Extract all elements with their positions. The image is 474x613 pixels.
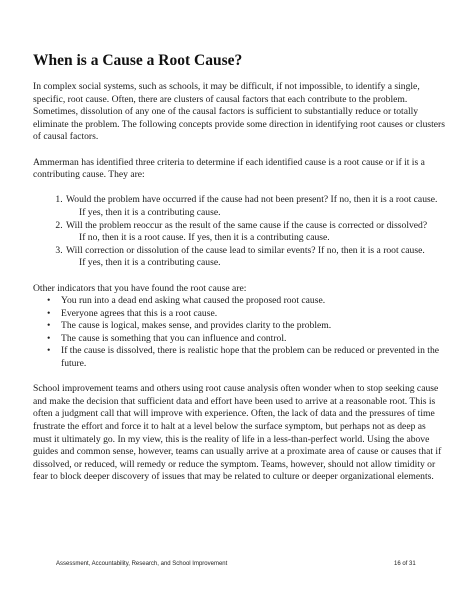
criteria-intro-paragraph: Ammerman has identified three criteria to determine if each identified cause is a root cause or if it is a contributing cause. They are: [33, 156, 425, 181]
indicator-item [47, 295, 445, 308]
indicators-list [33, 295, 445, 371]
closing-paragraph: School improvement teams and others using root cause analysis often wonder when to stop seeking cause and make the decision that sufficient data and effort have been used to arrive at a reasonable root. This is often a judgment call that will improve with experience. Often, the lack of data and the pressures of time frustrate the effort and force it to halt at a level below the surface symptom, but perhaps not as deep as must it ultimately go. In my view, this is the reality of life in a less-than-perfect world. Using the above guides and common sense, however, teams can usually arrive at a proximate area of cause or causes that if dissolved, or reduced, will remedy or reduce the symptom. Teams, however, should not allow timidity or fear to block deeper discovery of issues that may be related to culture or deeper organizational elements. [33, 383, 442, 483]
criteria-text: Would the problem have occurred if the cause had not been present? If no, then it is a root cause. [66, 194, 438, 206]
criteria-subtext: If no, then it is a root cause. If yes, then it is a contributing cause. [79, 232, 330, 244]
criteria-subtext: If yes, then it is a contributing cause. [79, 257, 221, 269]
criteria-text: Will the problem reoccur as the result of the same cause if the cause is corrected or dissolved? [66, 219, 428, 231]
bullet-icon: • [47, 345, 51, 357]
page-heading: When is a Cause a Root Cause? [33, 52, 243, 69]
indicator-text: If the cause is dissolved, there is realistic hope that the problem can be reduced or prevented in the future. [61, 345, 440, 370]
indicator-item [47, 320, 445, 333]
criteria-text: Will correction or dissolution of the cause lead to similar events? If no, then it is a root cause. [66, 244, 425, 256]
criteria-item [65, 245, 445, 270]
page-number: 16 of 31 [394, 561, 416, 567]
indicator-item [47, 332, 445, 346]
criteria-item [65, 220, 445, 245]
criteria-list [33, 194, 445, 270]
indicator-text: Everyone agrees that this is a root cause. [61, 307, 218, 319]
indicator-text: The cause is logical, makes sense, and provides clarity to the problem. [61, 320, 332, 332]
footer-title: Assessment, Accountability, Research, and School Improvement [56, 561, 228, 567]
bullet-icon: • [47, 320, 51, 332]
indicators-intro-paragraph: Other indicators that you have found the root cause are: [33, 282, 247, 294]
bullet-icon: • [47, 332, 51, 344]
document-body [33, 81, 445, 497]
criteria-item [65, 194, 445, 219]
criteria-subtext: If yes, then it is a contributing cause. [79, 206, 221, 218]
indicator-text: The cause is something that you can influence and control. [61, 332, 287, 344]
indicator-item [47, 345, 445, 370]
indicator-text: You run into a dead end asking what caused the proposed root cause. [61, 295, 326, 307]
intro-paragraph: In complex social systems, such as schools, it may be difficult, if not impossible, to identify a single, specific, root cause. Often, there are clusters of causal factors that each contribute to the problem. Sometimes, dissolution of any one of the causal factors is sufficient to substantially reduce or totally eliminate the problem. The following concepts provide some direction in identifying root causes or clusters of causal factors. [33, 81, 445, 143]
bullet-icon: • [47, 307, 51, 319]
bullet-icon: • [47, 295, 51, 307]
indicator-item [47, 307, 445, 321]
